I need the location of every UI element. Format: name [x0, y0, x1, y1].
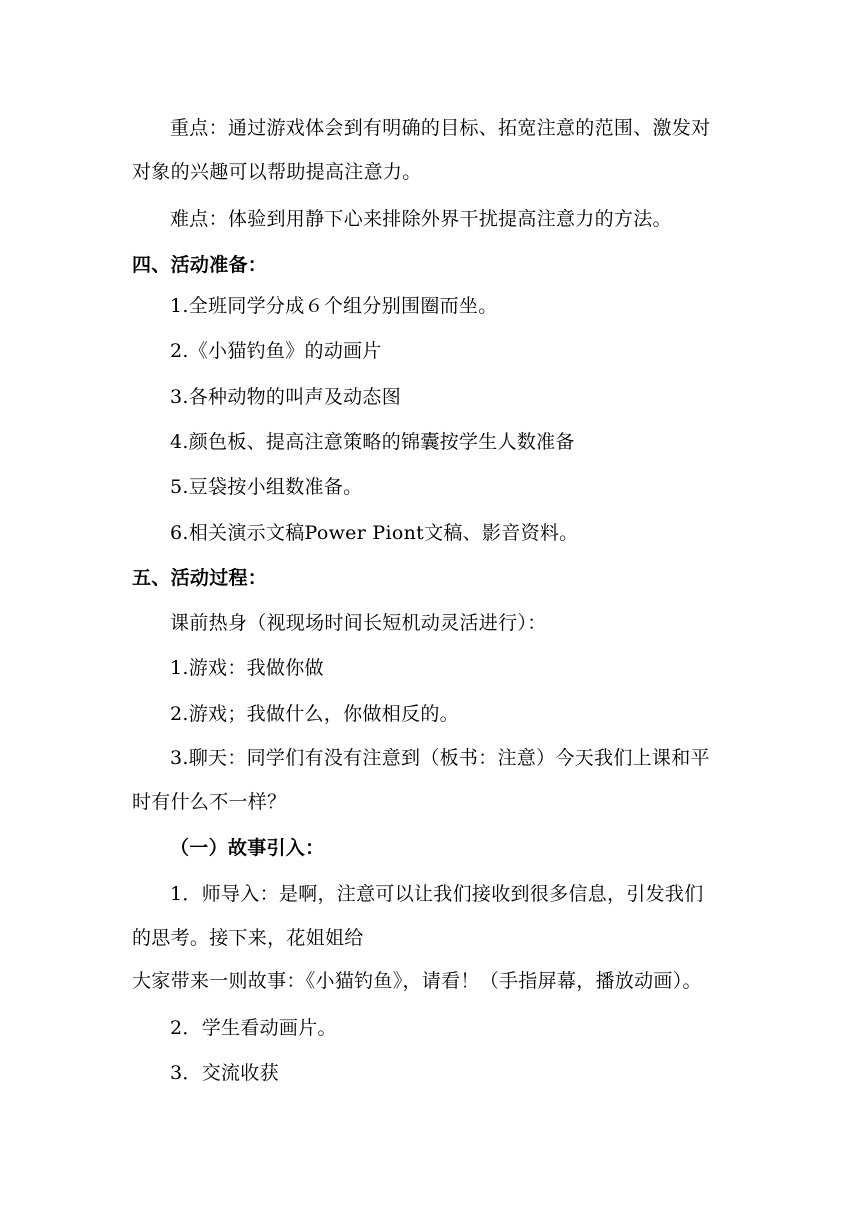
warmup-item-2: 2.游戏；我做什么，你做相反的。: [170, 703, 459, 725]
prep-item-1: 1.全班同学分成６个组分别围圈而坐。: [170, 295, 498, 317]
story-item-1-line-1: 1．师导入：是啊，注意可以让我们接收到很多信息，引发我们: [170, 883, 704, 905]
prep-item-5: 5.豆袋按小组数准备。: [170, 476, 363, 498]
subsection-1-heading: （一）故事引入：: [170, 837, 325, 859]
prep-item-3: 3.各种动物的叫声及动态图: [170, 386, 402, 408]
story-item-3: 3．交流收获: [170, 1062, 279, 1084]
story-item-1-line-3: 大家带来一则故事：《小猫钓鱼》，请看！（手指屏幕，播放动画）。: [132, 970, 702, 992]
section-5-heading: 五、活动过程：: [132, 567, 268, 589]
warmup-title: 课前热身（视现场时间长短机动灵活进行）：: [170, 612, 547, 634]
prep-item-2: 2.《小猫钓鱼》的动画片: [170, 340, 382, 362]
prep-item-6: 6.相关演示文稿Power Piont文稿、影音资料。: [170, 522, 579, 544]
warmup-item-3-continued: 时有什么不一样？: [132, 791, 287, 813]
warmup-item-3: 3.聊天：同学们有没有注意到（板书：注意）今天我们上课和平: [170, 747, 710, 769]
key-point-line-1: 重点：通过游戏体会到有明确的目标、拓宽注意的范围、激发对: [170, 117, 711, 139]
prep-item-4: 4.颜色板、提高注意策略的锦囊按学生人数准备: [170, 431, 575, 453]
key-point-line-2: 对象的兴趣可以帮助提高注意力。: [132, 161, 422, 183]
warmup-item-1: 1.游戏：我做你做: [170, 657, 324, 679]
story-item-1-line-2: 的思考。接下来，花姐姐给: [132, 927, 364, 949]
difficulty-text: 难点：体验到用静下心来排除外界干扰提高注意力的方法。: [170, 208, 672, 230]
story-item-2: 2．学生看动画片。: [170, 1017, 337, 1039]
section-4-heading: 四、活动准备：: [132, 254, 268, 276]
